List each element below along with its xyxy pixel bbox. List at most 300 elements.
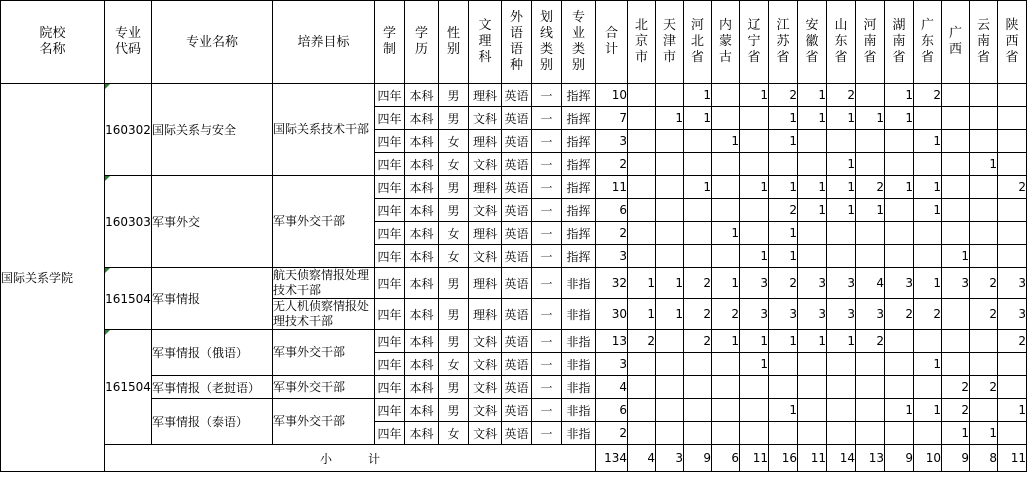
language-cell: 英语	[502, 153, 532, 176]
province-quota-cell: 2	[885, 299, 914, 330]
province-quota-cell	[827, 422, 856, 445]
province-quota-cell	[798, 153, 827, 176]
province-quota-cell: 1	[798, 176, 827, 199]
province-quota-cell	[856, 245, 885, 268]
province-quota-cell	[628, 399, 656, 422]
province-quota-cell	[712, 422, 740, 445]
province-quota-cell	[769, 353, 798, 376]
province-quota-cell	[998, 153, 1027, 176]
line-cell: 一	[532, 199, 562, 222]
degree-cell: 本科	[405, 268, 439, 299]
major-code-cell: 161504	[105, 268, 152, 330]
header-degree: 学历	[405, 1, 439, 84]
province-quota-cell	[740, 399, 769, 422]
province-quota-cell	[998, 84, 1027, 107]
province-quota-cell	[628, 153, 656, 176]
province-quota-cell: 1	[914, 353, 942, 376]
major-code-cell: 161504	[105, 330, 152, 445]
track-cell: 文科	[469, 153, 502, 176]
total-cell: 3	[596, 130, 628, 153]
category-cell: 指挥	[562, 222, 596, 245]
degree-cell: 本科	[405, 153, 439, 176]
major-name-cell: 军事情报（泰语）	[152, 399, 273, 445]
province-quota-cell: 3	[998, 268, 1027, 299]
province-quota-cell	[798, 422, 827, 445]
degree-cell: 本科	[405, 176, 439, 199]
gender-cell: 男	[439, 330, 469, 353]
track-cell: 文科	[469, 330, 502, 353]
province-quota-cell	[885, 422, 914, 445]
category-cell: 指挥	[562, 84, 596, 107]
system-cell: 四年	[375, 268, 405, 299]
total-cell: 2	[596, 222, 628, 245]
track-cell: 文科	[469, 422, 502, 445]
header-province: 辽宁省	[740, 1, 769, 84]
header-code: 专业代码	[105, 1, 152, 84]
header-province: 山东省	[827, 1, 856, 84]
table-body	[1, 84, 1027, 472]
line-cell: 一	[532, 222, 562, 245]
province-quota-cell	[684, 153, 712, 176]
subtotal-province-cell: 13	[856, 445, 885, 472]
track-cell: 文科	[469, 199, 502, 222]
major-name-cell: 军事情报（老挝语）	[152, 376, 273, 399]
line-cell: 一	[532, 107, 562, 130]
province-quota-cell: 1	[942, 422, 970, 445]
province-quota-cell: 2	[942, 399, 970, 422]
province-quota-cell	[885, 376, 914, 399]
province-quota-cell	[942, 153, 970, 176]
province-quota-cell: 1	[914, 399, 942, 422]
province-quota-cell	[684, 222, 712, 245]
province-quota-cell: 2	[856, 176, 885, 199]
province-quota-cell: 1	[656, 268, 684, 299]
subtotal-province-cell: 4	[628, 445, 656, 472]
province-quota-cell	[656, 222, 684, 245]
province-quota-cell	[970, 245, 998, 268]
province-quota-cell	[885, 222, 914, 245]
subtotal-province-cell: 14	[827, 445, 856, 472]
category-cell: 非指	[562, 422, 596, 445]
category-cell: 指挥	[562, 176, 596, 199]
province-quota-cell: 1	[769, 245, 798, 268]
province-quota-cell	[970, 130, 998, 153]
province-quota-cell: 1	[798, 330, 827, 353]
province-quota-cell: 1	[712, 130, 740, 153]
province-quota-cell: 1	[656, 299, 684, 330]
province-quota-cell	[998, 353, 1027, 376]
province-quota-cell	[628, 353, 656, 376]
subtotal-province-cell: 9	[885, 445, 914, 472]
system-cell: 四年	[375, 199, 405, 222]
province-quota-cell	[856, 422, 885, 445]
province-quota-cell	[628, 376, 656, 399]
province-quota-cell	[712, 376, 740, 399]
province-quota-cell	[856, 153, 885, 176]
total-cell: 11	[596, 176, 628, 199]
province-quota-cell: 1	[827, 199, 856, 222]
province-quota-cell	[769, 153, 798, 176]
province-quota-cell: 3	[827, 268, 856, 299]
province-quota-cell	[684, 353, 712, 376]
line-cell: 一	[532, 422, 562, 445]
line-cell: 一	[532, 299, 562, 330]
header-province: 湖南省	[885, 1, 914, 84]
province-quota-cell: 2	[769, 199, 798, 222]
language-cell: 英语	[502, 176, 532, 199]
province-quota-cell: 2	[712, 299, 740, 330]
system-cell: 四年	[375, 353, 405, 376]
province-quota-cell	[942, 176, 970, 199]
header-goal: 培养目标	[273, 1, 375, 84]
track-cell: 文科	[469, 107, 502, 130]
province-quota-cell	[856, 399, 885, 422]
line-cell: 一	[532, 84, 562, 107]
header-province: 云南省	[970, 1, 998, 84]
province-quota-cell	[998, 107, 1027, 130]
province-quota-cell	[769, 422, 798, 445]
language-cell: 英语	[502, 422, 532, 445]
province-quota-cell: 1	[740, 245, 769, 268]
province-quota-cell: 1	[827, 107, 856, 130]
training-goal-cell: 国际关系技术干部	[273, 84, 375, 176]
table-row	[1, 376, 1027, 399]
total-cell: 10	[596, 84, 628, 107]
major-code-cell: 160302	[105, 84, 152, 176]
province-quota-cell	[885, 199, 914, 222]
province-quota-cell: 3	[798, 299, 827, 330]
total-cell: 7	[596, 107, 628, 130]
province-quota-cell	[656, 399, 684, 422]
province-quota-cell: 1	[769, 176, 798, 199]
province-quota-cell	[740, 222, 769, 245]
training-goal-cell: 军事外交干部	[273, 330, 375, 376]
header-language: 外语语种	[502, 1, 532, 84]
province-quota-cell: 4	[856, 268, 885, 299]
province-quota-cell	[684, 422, 712, 445]
province-quota-cell: 3	[740, 268, 769, 299]
province-quota-cell: 1	[914, 268, 942, 299]
province-quota-cell: 1	[885, 176, 914, 199]
province-quota-cell: 1	[798, 84, 827, 107]
header-school: 院校名称	[1, 1, 105, 84]
province-quota-cell	[740, 153, 769, 176]
province-quota-cell	[827, 130, 856, 153]
degree-cell: 本科	[405, 330, 439, 353]
province-quota-cell	[628, 84, 656, 107]
track-cell: 文科	[469, 376, 502, 399]
line-cell: 一	[532, 268, 562, 299]
province-quota-cell	[942, 130, 970, 153]
total-cell: 30	[596, 299, 628, 330]
province-quota-cell	[970, 353, 998, 376]
province-quota-cell: 2	[998, 176, 1027, 199]
table-header	[1, 1, 1027, 84]
line-cell: 一	[532, 130, 562, 153]
header-total: 合计	[596, 1, 628, 84]
province-quota-cell: 1	[942, 245, 970, 268]
subtotal-province-cell: 8	[970, 445, 998, 472]
header-province: 河北省	[684, 1, 712, 84]
province-quota-cell: 2	[856, 330, 885, 353]
province-quota-cell	[798, 222, 827, 245]
gender-cell: 男	[439, 84, 469, 107]
province-quota-cell: 2	[684, 268, 712, 299]
track-cell: 文科	[469, 245, 502, 268]
province-quota-cell	[656, 176, 684, 199]
header-province: 广东省	[914, 1, 942, 84]
province-quota-cell	[798, 130, 827, 153]
gender-cell: 女	[439, 222, 469, 245]
category-cell: 非指	[562, 353, 596, 376]
province-quota-cell: 3	[827, 299, 856, 330]
line-cell: 一	[532, 330, 562, 353]
province-quota-cell	[970, 176, 998, 199]
system-cell: 四年	[375, 130, 405, 153]
province-quota-cell	[628, 107, 656, 130]
province-quota-cell	[970, 84, 998, 107]
province-quota-cell	[970, 199, 998, 222]
province-quota-cell: 3	[769, 299, 798, 330]
province-quota-cell	[628, 130, 656, 153]
line-cell: 一	[532, 176, 562, 199]
subtotal-province-cell: 9	[684, 445, 712, 472]
province-quota-cell	[656, 422, 684, 445]
major-name-cell: 军事情报（俄语）	[152, 330, 273, 376]
total-cell: 32	[596, 268, 628, 299]
total-cell: 6	[596, 399, 628, 422]
province-quota-cell	[684, 245, 712, 268]
province-quota-cell	[970, 107, 998, 130]
training-goal-cell: 军事外交干部	[273, 399, 375, 445]
subtotal-total: 134	[596, 445, 628, 472]
gender-cell: 女	[439, 130, 469, 153]
table-row	[1, 268, 1027, 299]
training-goal-cell: 军事外交干部	[273, 176, 375, 268]
language-cell: 英语	[502, 245, 532, 268]
major-name-cell: 军事情报	[152, 268, 273, 330]
gender-cell: 男	[439, 107, 469, 130]
degree-cell: 本科	[405, 130, 439, 153]
table-row	[1, 399, 1027, 422]
degree-cell: 本科	[405, 399, 439, 422]
province-quota-cell: 1	[769, 330, 798, 353]
province-quota-cell	[827, 399, 856, 422]
degree-cell: 本科	[405, 107, 439, 130]
track-cell: 理科	[469, 268, 502, 299]
category-cell: 指挥	[562, 245, 596, 268]
track-cell: 文科	[469, 353, 502, 376]
category-cell: 非指	[562, 399, 596, 422]
province-quota-cell	[942, 299, 970, 330]
province-quota-cell: 3	[798, 268, 827, 299]
line-cell: 一	[532, 399, 562, 422]
province-quota-cell	[628, 245, 656, 268]
system-cell: 四年	[375, 330, 405, 353]
province-quota-cell	[628, 176, 656, 199]
table-row	[1, 176, 1027, 199]
track-cell: 理科	[469, 130, 502, 153]
language-cell: 英语	[502, 330, 532, 353]
province-quota-cell	[885, 153, 914, 176]
header-province: 北京市	[628, 1, 656, 84]
province-quota-cell	[712, 353, 740, 376]
province-quota-cell: 2	[769, 84, 798, 107]
system-cell: 四年	[375, 245, 405, 268]
province-quota-cell: 1	[856, 107, 885, 130]
training-goal-cell: 军事外交干部	[273, 376, 375, 399]
province-quota-cell	[914, 330, 942, 353]
province-quota-cell: 1	[684, 84, 712, 107]
major-name-cell: 国际关系与安全	[152, 84, 273, 176]
gender-cell: 女	[439, 153, 469, 176]
language-cell: 英语	[502, 107, 532, 130]
province-quota-cell	[628, 422, 656, 445]
system-cell: 四年	[375, 299, 405, 330]
header-gender: 性别	[439, 1, 469, 84]
province-quota-cell	[712, 176, 740, 199]
total-cell: 4	[596, 376, 628, 399]
province-quota-cell	[970, 399, 998, 422]
province-quota-cell: 2	[970, 376, 998, 399]
province-quota-cell: 1	[885, 84, 914, 107]
province-quota-cell	[942, 222, 970, 245]
province-quota-cell: 1	[712, 222, 740, 245]
province-quota-cell	[827, 222, 856, 245]
province-quota-cell: 1	[970, 153, 998, 176]
province-quota-cell	[998, 245, 1027, 268]
gender-cell: 男	[439, 376, 469, 399]
province-quota-cell	[740, 130, 769, 153]
province-quota-cell: 3	[740, 299, 769, 330]
total-cell: 3	[596, 353, 628, 376]
system-cell: 四年	[375, 376, 405, 399]
province-quota-cell	[998, 222, 1027, 245]
degree-cell: 本科	[405, 245, 439, 268]
language-cell: 英语	[502, 299, 532, 330]
gender-cell: 男	[439, 268, 469, 299]
province-quota-cell	[684, 130, 712, 153]
language-cell: 英语	[502, 399, 532, 422]
province-quota-cell	[885, 330, 914, 353]
province-quota-cell	[798, 399, 827, 422]
header-major: 专业名称	[152, 1, 273, 84]
province-quota-cell: 1	[769, 107, 798, 130]
total-cell: 6	[596, 199, 628, 222]
major-name-cell: 军事外交	[152, 176, 273, 268]
degree-cell: 本科	[405, 422, 439, 445]
province-quota-cell	[740, 376, 769, 399]
province-quota-cell	[740, 107, 769, 130]
training-goal-cell: 航天侦察情报处理技术干部	[273, 268, 375, 299]
subtotal-province-cell: 9	[942, 445, 970, 472]
header-province: 天津市	[656, 1, 684, 84]
language-cell: 英语	[502, 199, 532, 222]
province-quota-cell	[914, 422, 942, 445]
province-quota-cell: 1	[684, 107, 712, 130]
province-quota-cell: 2	[942, 376, 970, 399]
province-quota-cell	[914, 376, 942, 399]
degree-cell: 本科	[405, 376, 439, 399]
province-quota-cell	[656, 330, 684, 353]
province-quota-cell	[942, 199, 970, 222]
subtotal-province-cell: 6	[712, 445, 740, 472]
province-quota-cell	[856, 222, 885, 245]
province-quota-cell	[712, 199, 740, 222]
gender-cell: 女	[439, 245, 469, 268]
province-quota-cell: 1	[914, 199, 942, 222]
subtotal-province-cell: 11	[798, 445, 827, 472]
header-province: 内蒙古	[712, 1, 740, 84]
language-cell: 英语	[502, 376, 532, 399]
gender-cell: 男	[439, 199, 469, 222]
province-quota-cell: 1	[827, 330, 856, 353]
province-quota-cell	[856, 84, 885, 107]
province-quota-cell	[656, 153, 684, 176]
province-quota-cell: 1	[856, 199, 885, 222]
system-cell: 四年	[375, 422, 405, 445]
language-cell: 英语	[502, 268, 532, 299]
province-quota-cell	[914, 107, 942, 130]
province-quota-cell	[656, 84, 684, 107]
province-quota-cell: 1	[769, 399, 798, 422]
track-cell: 理科	[469, 222, 502, 245]
system-cell: 四年	[375, 176, 405, 199]
province-quota-cell: 1	[740, 353, 769, 376]
province-quota-cell: 1	[970, 422, 998, 445]
province-quota-cell: 1	[885, 107, 914, 130]
province-quota-cell: 1	[914, 176, 942, 199]
province-quota-cell	[798, 245, 827, 268]
province-quota-cell: 2	[970, 268, 998, 299]
province-quota-cell: 2	[998, 330, 1027, 353]
province-quota-cell	[628, 222, 656, 245]
province-quota-cell: 2	[914, 84, 942, 107]
province-quota-cell	[885, 245, 914, 268]
province-quota-cell	[942, 330, 970, 353]
province-quota-cell	[656, 376, 684, 399]
province-quota-cell: 1	[769, 222, 798, 245]
province-quota-cell	[827, 245, 856, 268]
degree-cell: 本科	[405, 353, 439, 376]
province-quota-cell	[656, 130, 684, 153]
province-quota-cell	[970, 330, 998, 353]
gender-cell: 女	[439, 422, 469, 445]
gender-cell: 男	[439, 299, 469, 330]
header-province: 安徽省	[798, 1, 827, 84]
province-quota-cell	[942, 107, 970, 130]
province-quota-cell	[827, 376, 856, 399]
system-cell: 四年	[375, 84, 405, 107]
province-quota-cell: 1	[628, 268, 656, 299]
language-cell: 英语	[502, 353, 532, 376]
province-quota-cell: 1	[998, 399, 1027, 422]
province-quota-cell	[998, 130, 1027, 153]
province-quota-cell: 1	[914, 130, 942, 153]
province-quota-cell: 1	[712, 330, 740, 353]
training-goal-cell: 无人机侦察情报处理技术干部	[273, 299, 375, 330]
subtotal-province-cell: 11	[998, 445, 1027, 472]
track-cell: 文科	[469, 399, 502, 422]
category-cell: 指挥	[562, 199, 596, 222]
province-quota-cell: 1	[827, 153, 856, 176]
province-quota-cell	[656, 199, 684, 222]
province-quota-cell	[628, 199, 656, 222]
category-cell: 非指	[562, 376, 596, 399]
subtotal-label: 小 计	[105, 445, 596, 472]
language-cell: 英语	[502, 222, 532, 245]
line-cell: 一	[532, 353, 562, 376]
